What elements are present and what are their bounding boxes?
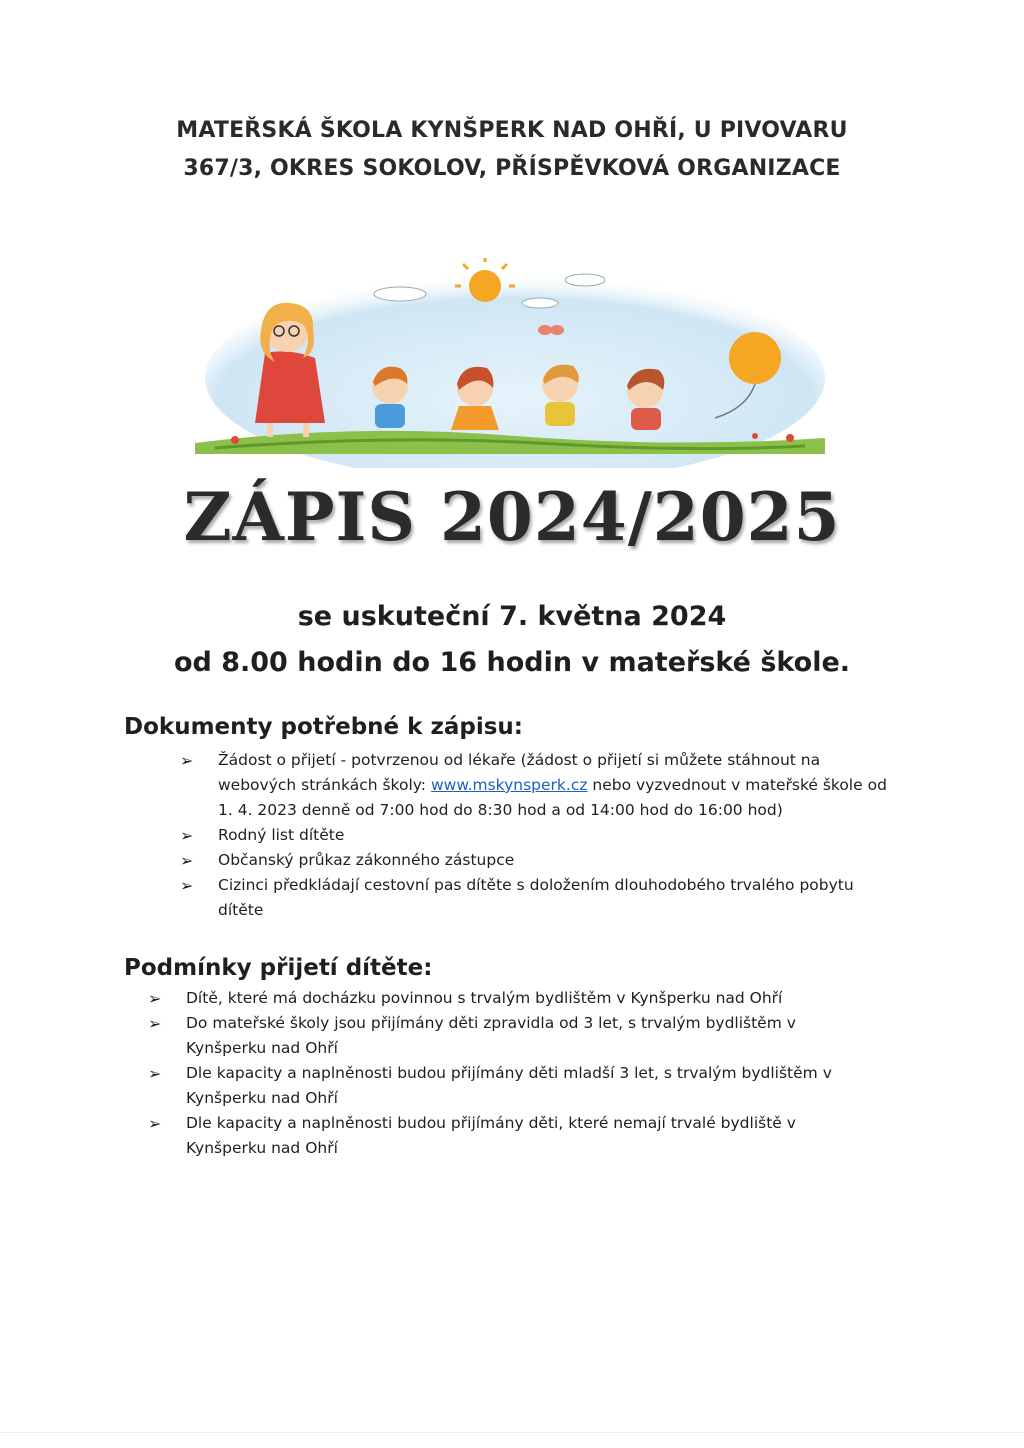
page-edge-divider [0, 1432, 1024, 1433]
event-time-place: od 8.00 hodin do 16 hodin v mateřské škole. [173, 647, 851, 678]
list-item [180, 748, 900, 823]
event-date: se uskuteční 7. května 2024 [297, 601, 727, 632]
application-text: Žádost o přijetí - potvrzenou od lékaře (žádost o přijetí si můžete stáhnout na webových stránkách školy: [218, 751, 821, 794]
conditions-list [148, 986, 868, 1161]
list-item-text: Rodný list dítěte [218, 826, 345, 844]
arrow-bullet-icon: ➢ [148, 1064, 162, 1083]
arrow-bullet-icon: ➢ [148, 989, 162, 1008]
event-info [0, 594, 1024, 686]
arrow-bullet-icon: ➢ [180, 876, 194, 895]
arrow-bullet-icon: ➢ [148, 1014, 162, 1033]
arrow-bullet-icon: ➢ [180, 851, 194, 870]
arrow-bullet-icon: ➢ [148, 1114, 162, 1133]
list-item [148, 986, 868, 1011]
list-item [180, 848, 900, 873]
application-text-cont: nebo vyzvednout v mateřské škole od 1. 4. 2023 denně od 7:00 hod do 8:30 hod a od 14:00 hod do 16:00 hod) [218, 776, 887, 819]
list-item [180, 823, 900, 848]
school-website-link[interactable]: www.mskynsperk.cz [430, 776, 588, 794]
school-header [0, 112, 1024, 188]
arrow-bullet-icon: ➢ [180, 751, 194, 770]
header-line-1: MATEŘSKÁ ŠKOLA KYNŠPERK NAD OHŘÍ, U PIVOVARU [176, 118, 848, 143]
teacher-and-children-illustration [195, 258, 835, 468]
child-figure-3 [542, 365, 579, 426]
list-item [148, 1061, 868, 1111]
documents-heading: Dokumenty potřebné k zápisu: [124, 714, 523, 740]
list-item-text: Cizinci předkládají cestovní pas dítěte s doložením dlouhodobého trvalého pobytu dítěte [218, 876, 854, 919]
list-item [148, 1111, 868, 1161]
page-title: ZÁPIS 2024/2025 [183, 478, 841, 556]
list-item-text: Do mateřské školy jsou přijímány děti zpravidla od 3 let, s trvalým bydlištěm v Kynšperku nad Ohří [186, 1014, 796, 1057]
documents-list [180, 748, 900, 923]
header-line-2: 367/3, OKRES SOKOLOV, PŘÍSPĚVKOVÁ ORGANIZACE [183, 156, 841, 181]
list-item-text: Občanský průkaz zákonného zástupce [218, 851, 515, 869]
list-item-text: Dítě, které má docházku povinnou s trvalým bydlištěm v Kynšperku nad Ohří [186, 989, 783, 1007]
arrow-bullet-icon: ➢ [180, 826, 194, 845]
child-figure-4 [627, 369, 664, 430]
list-item [148, 1011, 868, 1061]
child-figure-1 [372, 367, 408, 428]
conditions-heading: Podmínky přijetí dítěte: [124, 955, 433, 981]
list-item [180, 873, 900, 923]
list-item-text: Dle kapacity a naplněnosti budou přijímány děti mladší 3 let, s trvalým bydlištěm v Kynšperku nad Ohří [186, 1064, 832, 1107]
list-item-text: Dle kapacity a naplněnosti budou přijímány děti, které nemají trvalé bydliště v Kynšperku nad Ohří [186, 1114, 796, 1157]
